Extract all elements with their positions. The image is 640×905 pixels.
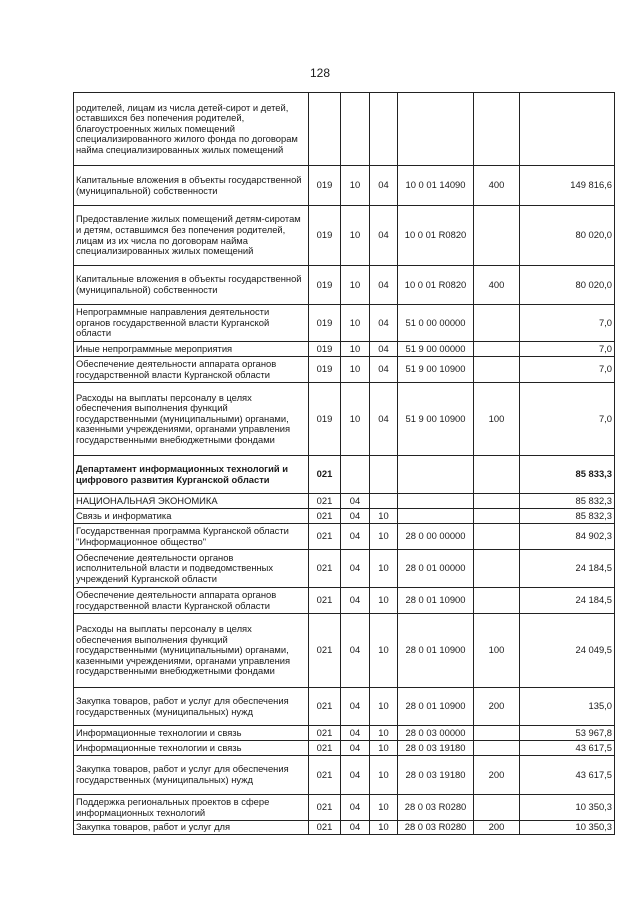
row-sum: 24 184,5 — [520, 588, 615, 614]
row-rz: 04 — [341, 756, 370, 795]
row-pr — [370, 456, 398, 494]
row-ved: 021 — [309, 588, 341, 614]
row-name: Обеспечение деятельности аппарата органов государственной власти Курганской области — [74, 357, 309, 383]
row-sum: 135,0 — [520, 688, 615, 726]
table-row — [74, 821, 615, 835]
row-pr: 04 — [370, 305, 398, 342]
row-vr: 200 — [474, 688, 520, 726]
row-sum: 7,0 — [520, 342, 615, 357]
table-row — [74, 509, 615, 524]
row-sum: 24 184,5 — [520, 550, 615, 588]
row-vr: 200 — [474, 821, 520, 835]
row-name: Расходы на выплаты персоналу в целях обеспечения выполнения функций государственными (муниципальными) органами, казенными учреждениями, органами управления государственными внебюджетными фондами — [74, 614, 309, 688]
table-row — [74, 206, 615, 266]
row-csr: 51 9 00 00000 — [398, 342, 474, 357]
table-row — [74, 614, 615, 688]
row-name: Обеспечение деятельности аппарата органов государственной власти Курганской области — [74, 588, 309, 614]
row-name: Поддержка региональных проектов в сфере информационных технологий — [74, 795, 309, 821]
row-csr — [398, 509, 474, 524]
row-pr: 10 — [370, 614, 398, 688]
row-rz: 04 — [341, 795, 370, 821]
row-pr: 10 — [370, 795, 398, 821]
row-rz: 10 — [341, 206, 370, 266]
row-rz: 04 — [341, 614, 370, 688]
row-sum: 10 350,3 — [520, 821, 615, 835]
row-sum: 85 832,3 — [520, 494, 615, 509]
table-row — [74, 266, 615, 305]
row-csr: 28 0 01 10900 — [398, 688, 474, 726]
row-pr: 04 — [370, 342, 398, 357]
row-vr: 400 — [474, 166, 520, 206]
row-ved: 021 — [309, 726, 341, 741]
row-rz — [341, 456, 370, 494]
row-rz: 10 — [341, 305, 370, 342]
table-row — [74, 688, 615, 726]
table-row — [74, 756, 615, 795]
row-name: Расходы на выплаты персоналу в целях обеспечения выполнения функций государственными (муниципальными) органами, казенными учреждениями, органами управления государственными внебюджетными фондами — [74, 383, 309, 456]
row-rz: 04 — [341, 726, 370, 741]
table-row — [74, 741, 615, 756]
row-pr: 10 — [370, 588, 398, 614]
row-rz: 04 — [341, 588, 370, 614]
row-csr: 51 9 00 10900 — [398, 357, 474, 383]
row-name: Иные непрограммные мероприятия — [74, 342, 309, 357]
row-vr — [474, 342, 520, 357]
row-ved: 021 — [309, 688, 341, 726]
row-ved: 021 — [309, 756, 341, 795]
row-vr — [474, 494, 520, 509]
row-pr: 10 — [370, 726, 398, 741]
row-csr: 28 0 00 00000 — [398, 524, 474, 550]
row-sum: 85 832,3 — [520, 509, 615, 524]
row-name: Закупка товаров, работ и услуг для обеспечения государственных (муниципальных) нужд — [74, 756, 309, 795]
row-vr: 100 — [474, 383, 520, 456]
row-vr — [474, 550, 520, 588]
row-name: Информационные технологии и связь — [74, 726, 309, 741]
row-vr — [474, 795, 520, 821]
row-vr — [474, 206, 520, 266]
row-csr — [398, 456, 474, 494]
row-rz: 04 — [341, 741, 370, 756]
table-row — [74, 305, 615, 342]
row-sum: 84 902,3 — [520, 524, 615, 550]
row-pr: 10 — [370, 821, 398, 835]
row-ved: 019 — [309, 342, 341, 357]
row-pr: 04 — [370, 383, 398, 456]
row-vr: 400 — [474, 266, 520, 305]
row-name: Информационные технологии и связь — [74, 741, 309, 756]
row-ved: 021 — [309, 795, 341, 821]
row-name: Капитальные вложения в объекты государственной (муниципальной) собственности — [74, 266, 309, 305]
row-name: Непрограммные направления деятельности органов государственной власти Курганской области — [74, 305, 309, 342]
row-name: Обеспечение деятельности органов исполнительной власти и подведомственных учреждений Курганской области — [74, 550, 309, 588]
row-pr: 10 — [370, 741, 398, 756]
row-ved: 019 — [309, 383, 341, 456]
row-sum: 85 833,3 — [520, 456, 615, 494]
row-vr — [474, 588, 520, 614]
row-pr — [370, 93, 398, 166]
row-name: Капитальные вложения в объекты государственной (муниципальной) собственности — [74, 166, 309, 206]
row-ved: 019 — [309, 206, 341, 266]
page-number: 128 — [309, 66, 331, 80]
row-rz — [341, 93, 370, 166]
budget-table — [73, 92, 615, 835]
row-sum: 53 967,8 — [520, 726, 615, 741]
row-ved: 021 — [309, 821, 341, 835]
row-sum: 24 049,5 — [520, 614, 615, 688]
row-ved: 021 — [309, 456, 341, 494]
row-sum: 80 020,0 — [520, 206, 615, 266]
table-row — [74, 550, 615, 588]
row-name: Закупка товаров, работ и услуг для обеспечения государственных (муниципальных) нужд — [74, 688, 309, 726]
row-vr: 200 — [474, 756, 520, 795]
row-vr — [474, 509, 520, 524]
row-rz: 10 — [341, 266, 370, 305]
row-csr: 10 0 01 R0820 — [398, 266, 474, 305]
row-csr: 28 0 03 R0280 — [398, 795, 474, 821]
row-name: Предоставление жилых помещений детям-сиротам и детям, оставшимся без попечения родителей, лицам из их числа по договорам найма специализированных жилых помещений — [74, 206, 309, 266]
row-sum — [520, 93, 615, 166]
row-pr: 04 — [370, 357, 398, 383]
row-pr: 10 — [370, 509, 398, 524]
row-pr: 10 — [370, 550, 398, 588]
row-rz: 04 — [341, 688, 370, 726]
row-ved: 021 — [309, 550, 341, 588]
table-row — [74, 357, 615, 383]
row-rz: 04 — [341, 494, 370, 509]
row-name: Государственная программа Курганской области "Информационное общество" — [74, 524, 309, 550]
row-rz: 04 — [341, 550, 370, 588]
table-row — [74, 726, 615, 741]
row-vr — [474, 456, 520, 494]
row-csr — [398, 93, 474, 166]
table-row — [74, 383, 615, 456]
row-rz: 04 — [341, 509, 370, 524]
row-name: Закупка товаров, работ и услуг для — [74, 821, 309, 835]
row-vr — [474, 524, 520, 550]
row-sum: 149 816,6 — [520, 166, 615, 206]
row-rz: 10 — [341, 357, 370, 383]
row-vr — [474, 726, 520, 741]
row-csr: 28 0 03 00000 — [398, 726, 474, 741]
row-ved: 019 — [309, 357, 341, 383]
row-sum: 7,0 — [520, 357, 615, 383]
table-row — [74, 588, 615, 614]
row-csr: 28 0 01 00000 — [398, 550, 474, 588]
row-ved: 019 — [309, 166, 341, 206]
row-pr: 10 — [370, 688, 398, 726]
row-ved — [309, 93, 341, 166]
row-name: НАЦИОНАЛЬНАЯ ЭКОНОМИКА — [74, 494, 309, 509]
table-row — [74, 342, 615, 357]
row-csr: 28 0 01 10900 — [398, 614, 474, 688]
row-sum: 43 617,5 — [520, 741, 615, 756]
row-csr: 51 9 00 10900 — [398, 383, 474, 456]
row-rz: 04 — [341, 821, 370, 835]
row-sum: 10 350,3 — [520, 795, 615, 821]
row-csr: 10 0 01 14090 — [398, 166, 474, 206]
row-vr — [474, 305, 520, 342]
table-row — [74, 456, 615, 494]
row-csr: 51 0 00 00000 — [398, 305, 474, 342]
row-pr: 04 — [370, 206, 398, 266]
row-ved: 021 — [309, 509, 341, 524]
row-csr: 28 0 01 10900 — [398, 588, 474, 614]
table-row — [74, 524, 615, 550]
row-ved: 021 — [309, 614, 341, 688]
row-ved: 021 — [309, 524, 341, 550]
row-vr — [474, 741, 520, 756]
table-row — [74, 494, 615, 509]
row-rz: 10 — [341, 342, 370, 357]
row-rz: 10 — [341, 166, 370, 206]
row-ved: 019 — [309, 266, 341, 305]
table-row — [74, 795, 615, 821]
row-pr: 04 — [370, 166, 398, 206]
row-pr — [370, 494, 398, 509]
row-name: Департамент информационных технологий и цифрового развития Курганской области — [74, 456, 309, 494]
row-name: Связь и информатика — [74, 509, 309, 524]
row-pr: 10 — [370, 756, 398, 795]
row-ved: 021 — [309, 494, 341, 509]
table-row — [74, 93, 615, 166]
row-csr: 10 0 01 R0820 — [398, 206, 474, 266]
row-ved: 019 — [309, 305, 341, 342]
row-pr: 10 — [370, 524, 398, 550]
table-row — [74, 166, 615, 206]
row-vr — [474, 93, 520, 166]
row-sum: 80 020,0 — [520, 266, 615, 305]
row-rz: 10 — [341, 383, 370, 456]
row-rz: 04 — [341, 524, 370, 550]
row-csr: 28 0 03 19180 — [398, 756, 474, 795]
row-csr: 28 0 03 R0280 — [398, 821, 474, 835]
row-pr: 04 — [370, 266, 398, 305]
row-sum: 7,0 — [520, 305, 615, 342]
row-vr — [474, 357, 520, 383]
row-csr: 28 0 03 19180 — [398, 741, 474, 756]
row-vr: 100 — [474, 614, 520, 688]
row-sum: 43 617,5 — [520, 756, 615, 795]
row-csr — [398, 494, 474, 509]
row-name: родителей, лицам из числа детей-сирот и детей, оставшихся без попечения родителей, благоустроенных жилых помещений специализированного жилого фонда по договорам найма специализированных жилых помещений — [74, 93, 309, 166]
row-ved: 021 — [309, 741, 341, 756]
row-sum: 7,0 — [520, 383, 615, 456]
